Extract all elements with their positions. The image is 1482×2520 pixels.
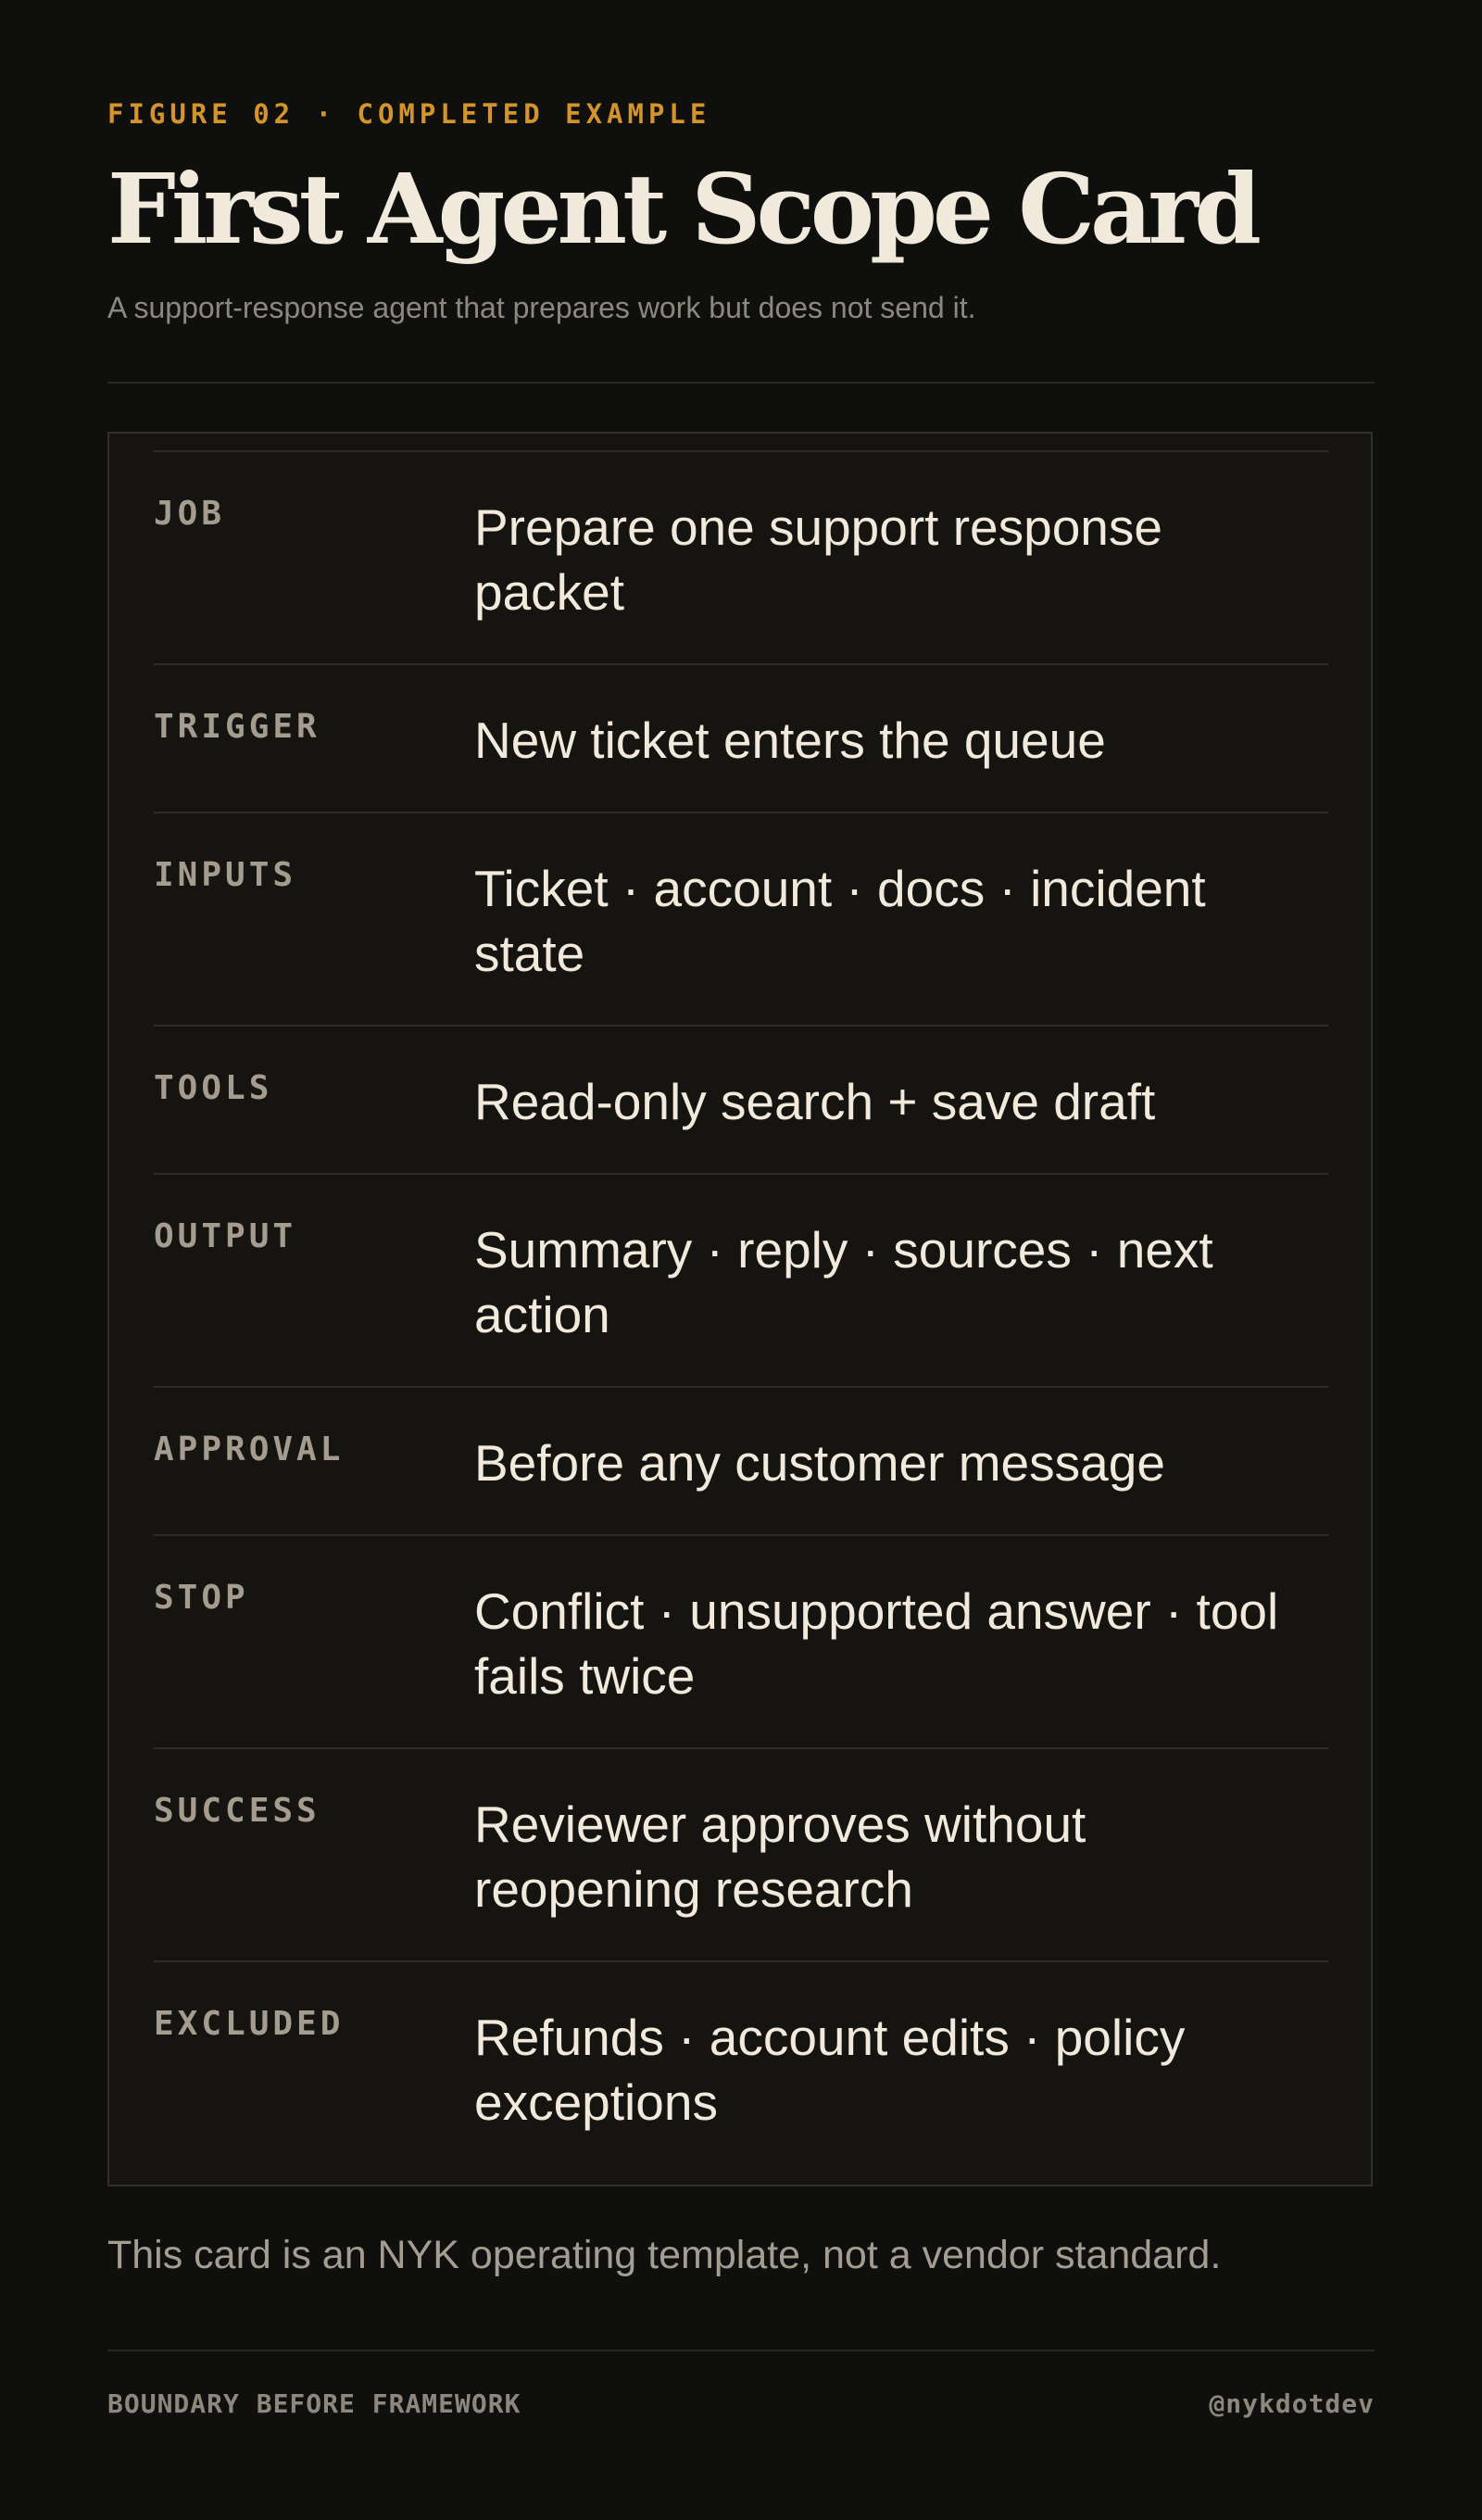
row-label-trigger: TRIGGER <box>154 708 320 746</box>
row-label-stop: STOP <box>154 1579 249 1617</box>
footer-handle: @nykdotdev <box>1209 2388 1375 2419</box>
row-label-excluded: EXCLUDED <box>154 2005 345 2043</box>
row-value-trigger: New ticket enters the queue <box>474 712 1106 769</box>
page-subtitle: A support-response agent that prepares work but does not send it. <box>107 291 976 324</box>
header-divider <box>107 382 1375 384</box>
row-label-output: OUTPUT <box>154 1217 297 1255</box>
row-stop <box>154 1534 1328 1747</box>
row-value-output: Summary · reply · sources · next action <box>474 1221 1213 1343</box>
row-value-job: Prepare one support response packet <box>474 498 1162 621</box>
row-value-inputs: Ticket · account · docs · incident state <box>474 860 1206 982</box>
row-value-success: Reviewer approves without reopening research <box>474 1796 1086 1918</box>
scope-card-rows <box>154 450 1328 2174</box>
row-output <box>154 1173 1328 1386</box>
row-label-approval: APPROVAL <box>154 1430 345 1468</box>
row-value-excluded: Refunds · account edits · policy exceptions <box>474 2009 1186 2131</box>
card-footnote: This card is an NYK operating template, not a vendor standard. <box>107 2233 1222 2277</box>
row-label-job: JOB <box>154 495 226 533</box>
footer-divider <box>107 2350 1375 2351</box>
page-title: First Agent Scope Card <box>107 152 1257 266</box>
row-tools <box>154 1025 1328 1173</box>
row-job <box>154 450 1328 663</box>
row-label-success: SUCCESS <box>154 1792 320 1830</box>
row-approval <box>154 1386 1328 1534</box>
row-success <box>154 1747 1328 1960</box>
row-label-inputs: INPUTS <box>154 856 297 894</box>
footer-tagline: BOUNDARY BEFORE FRAMEWORK <box>107 2388 521 2419</box>
figure-eyebrow: FIGURE 02 · COMPLETED EXAMPLE <box>107 98 711 130</box>
scope-card <box>107 432 1373 2186</box>
row-excluded <box>154 1960 1328 2174</box>
row-value-stop: Conflict · unsupported answer · tool fails twice <box>474 1582 1279 1705</box>
row-value-tools: Read-only search + save draft <box>474 1073 1156 1130</box>
row-value-approval: Before any customer message <box>474 1434 1165 1492</box>
row-label-tools: TOOLS <box>154 1069 273 1107</box>
row-inputs <box>154 812 1328 1025</box>
row-trigger <box>154 663 1328 812</box>
